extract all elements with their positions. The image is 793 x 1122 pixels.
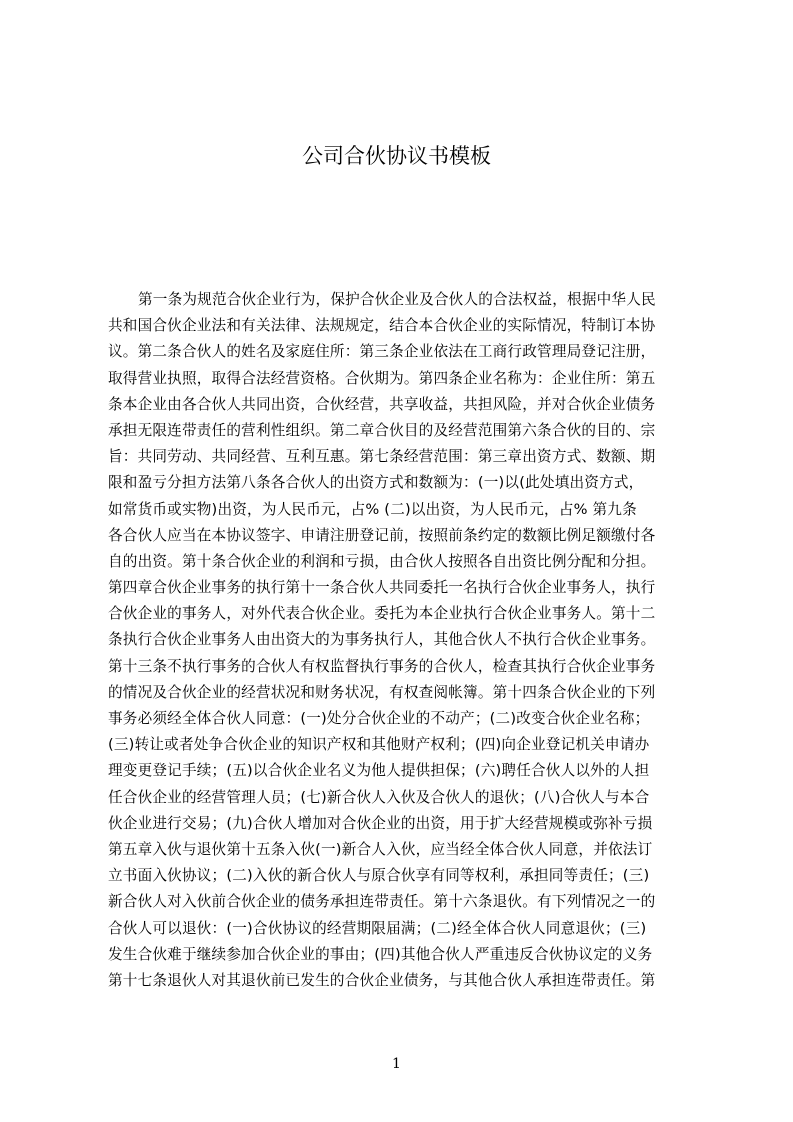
body-line: 第四章合伙企业事务的执行第十一条合伙人共同委托一名执行合伙企业事务人，执行: [108, 579, 656, 597]
body-line: 第五章入伙与退伙第十五条入伙(一)新合人入伙，应当经全体合伙人同意，并依法订: [108, 840, 653, 858]
body-line: 条执行合伙企业事务人由出资大的为事务执行人，其他合伙人不执行合伙企业事务。: [108, 631, 656, 649]
body-line: 限和盈亏分担方法第八条各合伙人的出资方式和数额为：(一)以(此处填出资方式，: [108, 474, 644, 492]
body-line: 理变更登记手续；(五)以合伙企业名义为他人提供担保；(六)聘任合伙人以外的人担: [108, 762, 650, 780]
body-line: 承担无限连带责任的营利性组织。第二章合伙目的及经营范围第六条合伙的目的、宗: [108, 421, 656, 439]
body-line: 如常货币或实物)出资，为人民币元，占% (二)以出资，为人民币元，占% 第九条: [108, 500, 637, 518]
body-line: 第十七条退伙人对其退伙前已发生的合伙企业债务，与其他合伙人承担连带责任。第: [108, 971, 656, 989]
body-line: 共和国合伙企业法和有关法律、法规规定，结合本合伙企业的实际情况，特制订本协: [108, 317, 656, 335]
body-line: 任合伙企业的经营管理人员；(七)新合伙人入伙及合伙人的退伙；(八)合伙人与本合: [108, 788, 650, 806]
body-line: 发生合伙难于继续参加合伙企业的事由；(四)其他合伙人严重违反合伙协议定的义务: [108, 945, 653, 963]
body-line: 事务必须经全体合伙人同意：(一)处分合伙企业的不动产；(二)改变合伙企业名称；: [108, 710, 650, 727]
page-number: 1: [392, 1056, 401, 1072]
body-line: 条本企业由各合伙人共同出资，合伙经营，共享收益，共担风险，并对合伙企业债务: [108, 395, 656, 413]
body-line: 新合伙人对入伙前合伙企业的债务承担连带责任。第十六条退伙。有下列情况之一的: [108, 893, 656, 911]
body-line: 第十三条不执行事务的合伙人有权监督执行事务的合伙人，检查其执行合伙企业事务: [108, 657, 656, 675]
body-line: 自的出资。第十条合伙企业的利润和亏损，由合伙人按照各自出资比例分配和分担。: [108, 552, 656, 570]
body-line: 合伙企业的事务人，对外代表合伙企业。委托为本企业执行合伙企业事务人。第十二: [108, 605, 656, 623]
body-line: 合伙人可以退伙：(一)合伙协议的经营期限届满；(二)经全体合伙人同意退伙；(三): [108, 919, 647, 937]
body-line: 的情况及合伙企业的经营状况和财务状况，有权查阅帐簿。第十四条合伙企业的下列: [108, 683, 656, 701]
body-line: 议。第二条合伙人的姓名及家庭住所：第三条企业依法在工商行政管理局登记注册，: [108, 343, 656, 361]
body-line: 各合伙人应当在本协议签字、申请注册登记前，按照前条约定的数额比例足额缴付各: [108, 526, 656, 544]
body-line: 取得营业执照，取得合法经营资格。合伙期为。第四条企业名称为：企业住所：第五: [108, 369, 656, 387]
body-line: (三)转让或者处争合伙企业的知识产权和其他财产权利；(四)向企业登记机关申请办: [108, 736, 650, 754]
body-line: 立书面入伙协议；(二)入伙的新合伙人与原合伙享有同等权利，承担同等责任；(三): [108, 867, 650, 885]
body-line: 旨：共同劳动、共同经营、互利互惠。第七条经营范围：第三章出资方式、数额、期: [108, 448, 656, 466]
body-line: 伙企业进行交易；(九)合伙人增加对合伙企业的出资，用于扩大经营规模或弥补亏损: [108, 814, 653, 832]
document-body: [108, 287, 698, 994]
body-line: 第一条为规范合伙企业行为，保护合伙企业及合伙人的合法权益，根据中华人民: [138, 291, 656, 308]
document-title: 公司合伙协议书模板: [302, 144, 491, 168]
